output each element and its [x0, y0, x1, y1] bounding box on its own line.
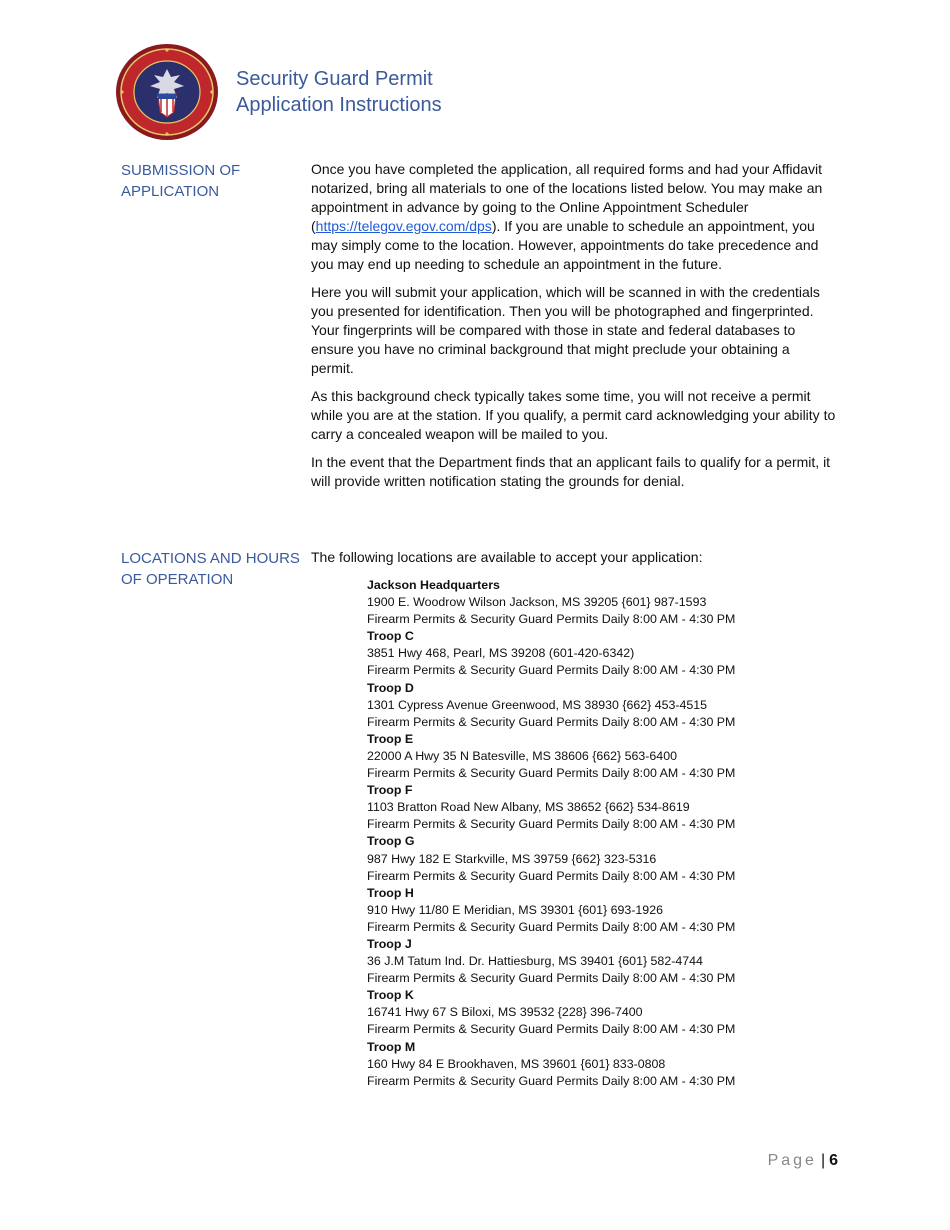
location-address: 3851 Hwy 468, Pearl, MS 39208 (601-420-6342) [367, 646, 635, 661]
location-hours: Firearm Permits & Security Guard Permits Daily 8:00 AM - 4:30 PM [367, 766, 736, 781]
document-title [236, 66, 442, 118]
locations-list [367, 577, 735, 1090]
location-item [367, 833, 735, 884]
location-item [367, 936, 735, 987]
location-address: 16741 Hwy 67 S Biloxi, MS 39532 {228} 396-7400 [367, 1005, 643, 1020]
submission-paragraph-2: Here you will submit your application, which will be scanned in with the credentials you presented for identification. Then you will be photographed and fingerprinted. Your fingerprints will be compared with those in state and federal databases to ensure you have no criminal background that might preclude your obtaining a permit. [311, 284, 820, 376]
location-item [367, 885, 735, 936]
locations-section-label: LOCATIONS AND HOURS OF OPERATION [121, 550, 300, 588]
location-item [367, 628, 735, 679]
submission-paragraph-3: As this background check typically takes some time, you will not receive a permit while you are at the station. If you qualify, a permit card acknowledging your ability to carry a concealed weapon will be mailed to you. [311, 388, 836, 442]
location-hours: Firearm Permits & Security Guard Permits Daily 8:00 AM - 4:30 PM [367, 1022, 736, 1037]
location-name: Troop E [367, 731, 414, 746]
location-address: 22000 A Hwy 35 N Batesville, MS 38606 {662} 563-6400 [367, 748, 677, 763]
location-hours: Firearm Permits & Security Guard Permits Daily 8:00 AM - 4:30 PM [367, 868, 736, 883]
location-name: Troop C [367, 629, 414, 644]
location-item [367, 577, 735, 628]
location-item [367, 782, 735, 833]
location-hours: Firearm Permits & Security Guard Permits Daily 8:00 AM - 4:30 PM [367, 919, 736, 934]
location-name: Troop D [367, 680, 414, 695]
submission-paragraph-1: Once you have completed the application, all required forms and had your Affidavit notarized, bring all materials to one of the locations listed below. You may make an appointment in advance by going to the Online Appointment Scheduler (https://telegov.egov.com/dps). If you are unable to schedule an appointment, you may simply come to the location. However, appointments do take precedence and you may end up needing to schedule an appointment in the future. [311, 161, 823, 272]
page-label: Page [767, 1152, 817, 1169]
location-name: Jackson Headquarters [367, 578, 500, 592]
document-title-line2: Application Instructions [236, 94, 442, 116]
appointment-scheduler-link[interactable]: https://telegov.egov.com/dps [315, 218, 492, 234]
submission-section-label: SUBMISSION OF APPLICATION [121, 162, 241, 200]
submission-paragraph-4: In the event that the Department finds that an applicant fails to qualify for a permit, it will provide written notification stating the grounds for denial. [311, 454, 831, 489]
location-address: 1900 E. Woodrow Wilson Jackson, MS 39205 {601} 987-1593 [367, 595, 707, 610]
location-item [367, 680, 735, 731]
location-address: 1301 Cypress Avenue Greenwood, MS 38930 {662} 453-4515 [367, 697, 708, 712]
location-hours: Firearm Permits & Security Guard Permits Daily 8:00 AM - 4:30 PM [367, 663, 736, 678]
location-address: 910 Hwy 11/80 E Meridian, MS 39301 {601} 693-1926 [367, 902, 663, 917]
location-name: Troop G [367, 834, 415, 849]
page-number: 6 [829, 1152, 838, 1169]
location-hours: Firearm Permits & Security Guard Permits Daily 8:00 AM - 4:30 PM [367, 714, 736, 729]
location-address: 987 Hwy 182 E Starkville, MS 39759 {662} 323-5316 [367, 851, 657, 866]
location-item [367, 987, 735, 1038]
location-address: 36 J.M Tatum Ind. Dr. Hattiesburg, MS 39401 {601} 582-4744 [367, 954, 703, 969]
page-footer [768, 1152, 838, 1170]
location-item [367, 1039, 735, 1090]
location-name: Troop M [367, 1039, 416, 1054]
submission-section-body [311, 160, 836, 500]
location-hours: Firearm Permits & Security Guard Permits Daily 8:00 AM - 4:30 PM [367, 971, 736, 986]
locations-intro: The following locations are available to accept your application: [311, 549, 703, 565]
location-address: 160 Hwy 84 E Brookhaven, MS 39601 {601} 833-0808 [367, 1056, 666, 1071]
location-hours: Firearm Permits & Security Guard Permits Daily 8:00 AM - 4:30 PM [367, 612, 736, 627]
location-name: Troop J [367, 936, 412, 951]
location-hours: Firearm Permits & Security Guard Permits Daily 8:00 AM - 4:30 PM [367, 817, 736, 832]
page-separator: | [820, 1152, 826, 1169]
location-name: Troop H [367, 885, 414, 900]
department-seal-logo [114, 42, 220, 142]
location-name: Troop F [367, 783, 413, 798]
location-item [367, 731, 735, 782]
location-name: Troop K [367, 988, 414, 1003]
document-title-line1: Security Guard Permit [236, 68, 433, 90]
location-address: 1103 Bratton Road New Albany, MS 38652 {662} 534-8619 [367, 800, 690, 815]
location-hours: Firearm Permits & Security Guard Permits Daily 8:00 AM - 4:30 PM [367, 1073, 736, 1088]
